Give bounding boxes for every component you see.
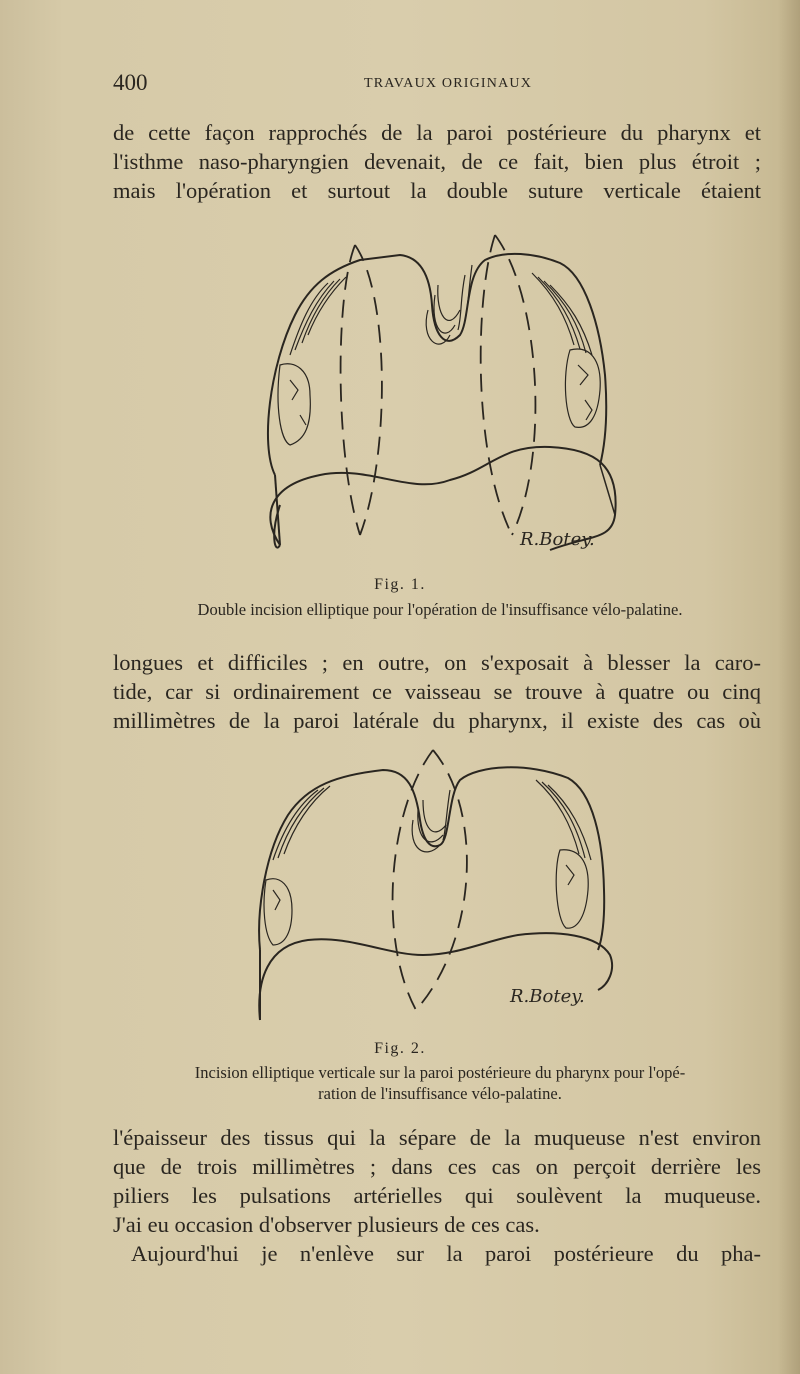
text-line: longues et difficiles ; en outre, on s'exposait à blesser la caro- <box>113 650 761 675</box>
text-line: J'ai eu occasion d'observer plusieurs de ces cas. <box>113 1212 540 1237</box>
figure-2-illustration <box>248 740 618 1030</box>
text-line: l'isthme naso-pharyngien devenait, de ce fait, bien plus étroit ; <box>113 149 761 174</box>
figure-2-signature: R.Botey. <box>510 986 585 1007</box>
paragraph-3 <box>113 1123 761 1268</box>
running-head: TRAVAUX ORIGINAUX <box>363 76 533 91</box>
figure-1-signature: R.Botey. <box>520 529 595 550</box>
text-line: tide, car si ordinairement ce vaisseau se trouve à quatre ou cinq <box>113 679 761 704</box>
text-line: mais l'opération et surtout la double suture verticale étaient <box>113 178 761 203</box>
paragraph-1 <box>113 118 761 205</box>
figure-1-caption: Double incision elliptique pour l'opération de l'insuffisance vélo-palatine. <box>197 600 683 619</box>
page-edge-shadow <box>778 0 800 1374</box>
text-line: que de trois millimètres ; dans ces cas on perçoit derrière les <box>113 1154 761 1179</box>
figure-1-label: Fig. 1. <box>374 576 426 593</box>
figure-2-label: Fig. 2. <box>374 1040 426 1057</box>
page-header <box>113 70 763 100</box>
page-number: 400 <box>113 70 148 95</box>
caption-line: ration de l'insuffisance vélo-palatine. <box>318 1084 562 1103</box>
text-line: millimètres de la paroi latérale du pharynx, il existe des cas où <box>113 708 761 733</box>
figure-2-caption <box>110 1062 770 1104</box>
text-line: piliers les pulsations artérielles qui soulèvent la muqueuse. <box>113 1183 761 1208</box>
text-line: l'épaisseur des tissus qui la sépare de la muqueuse n'est environ <box>113 1125 761 1150</box>
caption-line: Incision elliptique verticale sur la paroi postérieure du pharynx pour l'opé- <box>194 1063 686 1082</box>
figure-1-illustration <box>250 215 630 575</box>
paragraph-2 <box>113 648 761 735</box>
text-line: de cette façon rapprochés de la paroi postérieure du pharynx et <box>113 120 761 145</box>
text-line: Aujourd'hui je n'enlève sur la paroi postérieure du pha- <box>131 1241 761 1266</box>
